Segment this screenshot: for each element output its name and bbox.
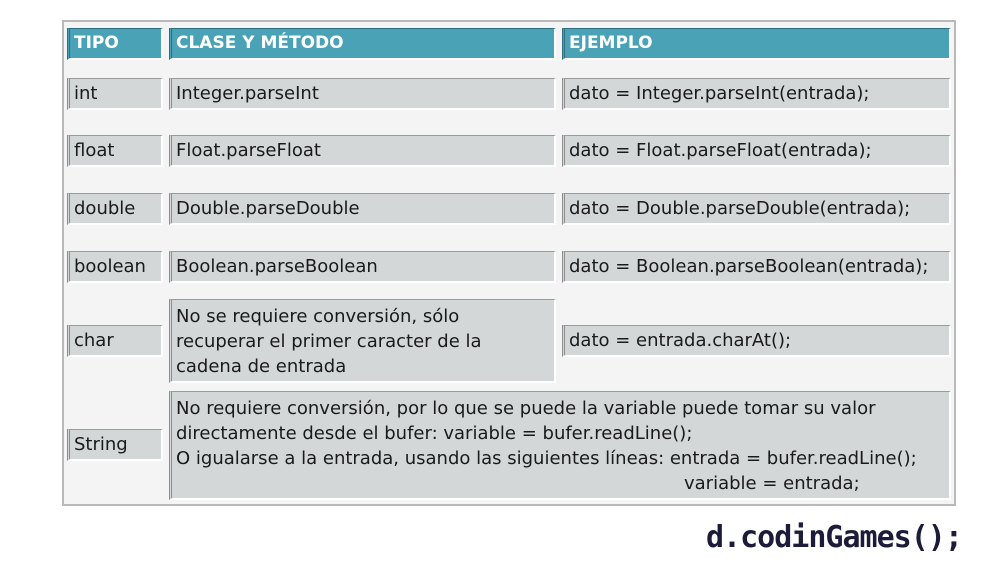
header-clase-metodo: CLASE Y MÉTODO bbox=[169, 28, 556, 60]
tipo-cell: int bbox=[67, 78, 163, 110]
metodo-cell: Boolean.parseBoolean bbox=[169, 251, 556, 283]
metodo-line: No se requiere conversión, sólo bbox=[176, 306, 460, 327]
ejemplo-cell: dato = Integer.parseInt(entrada); bbox=[562, 78, 951, 110]
ejemplo-cell: dato = entrada.charAt(); bbox=[562, 325, 951, 357]
metodo-cell: Double.parseDouble bbox=[169, 193, 556, 225]
string-line: O igualarse a la entrada, usando las siguientes líneas: entrada = bufer.readLine(); bbox=[176, 447, 917, 469]
string-line: variable = entrada; bbox=[684, 472, 860, 494]
metodo-line: cadena de entrada bbox=[176, 356, 347, 377]
table-row bbox=[64, 122, 954, 180]
table-row bbox=[64, 238, 954, 296]
string-description-cell bbox=[169, 391, 951, 500]
string-line: directamente desde el bufer: variable = bufer.readLine(); bbox=[176, 422, 693, 444]
metodo-line: recuperar el primer caracter de la bbox=[176, 331, 482, 352]
table-row-string bbox=[64, 386, 954, 504]
metodo-cell: Float.parseFloat bbox=[169, 135, 556, 167]
conversion-table bbox=[62, 20, 956, 506]
ejemplo-cell: dato = Float.parseFloat(entrada); bbox=[562, 135, 951, 167]
ejemplo-cell: dato = Double.parseDouble(entrada); bbox=[562, 193, 951, 225]
brand-logo: d.codinGames(); bbox=[706, 520, 962, 555]
metodo-cell: Integer.parseInt bbox=[169, 78, 556, 110]
tipo-cell: double bbox=[67, 193, 163, 225]
tipo-cell: String bbox=[67, 429, 163, 461]
table-row bbox=[64, 296, 954, 386]
header-tipo: TIPO bbox=[67, 28, 163, 60]
ejemplo-cell: dato = Boolean.parseBoolean(entrada); bbox=[562, 251, 951, 283]
string-line: No requiere conversión, por lo que se puede la variable puede tomar su valor bbox=[176, 397, 876, 419]
table-row bbox=[64, 180, 954, 238]
metodo-cell bbox=[169, 299, 556, 383]
header-ejemplo: EJEMPLO bbox=[562, 28, 951, 60]
table-row bbox=[64, 66, 954, 122]
tipo-cell: char bbox=[67, 325, 163, 357]
tipo-cell: boolean bbox=[67, 251, 163, 283]
header-row bbox=[64, 22, 954, 66]
tipo-cell: float bbox=[67, 135, 163, 167]
